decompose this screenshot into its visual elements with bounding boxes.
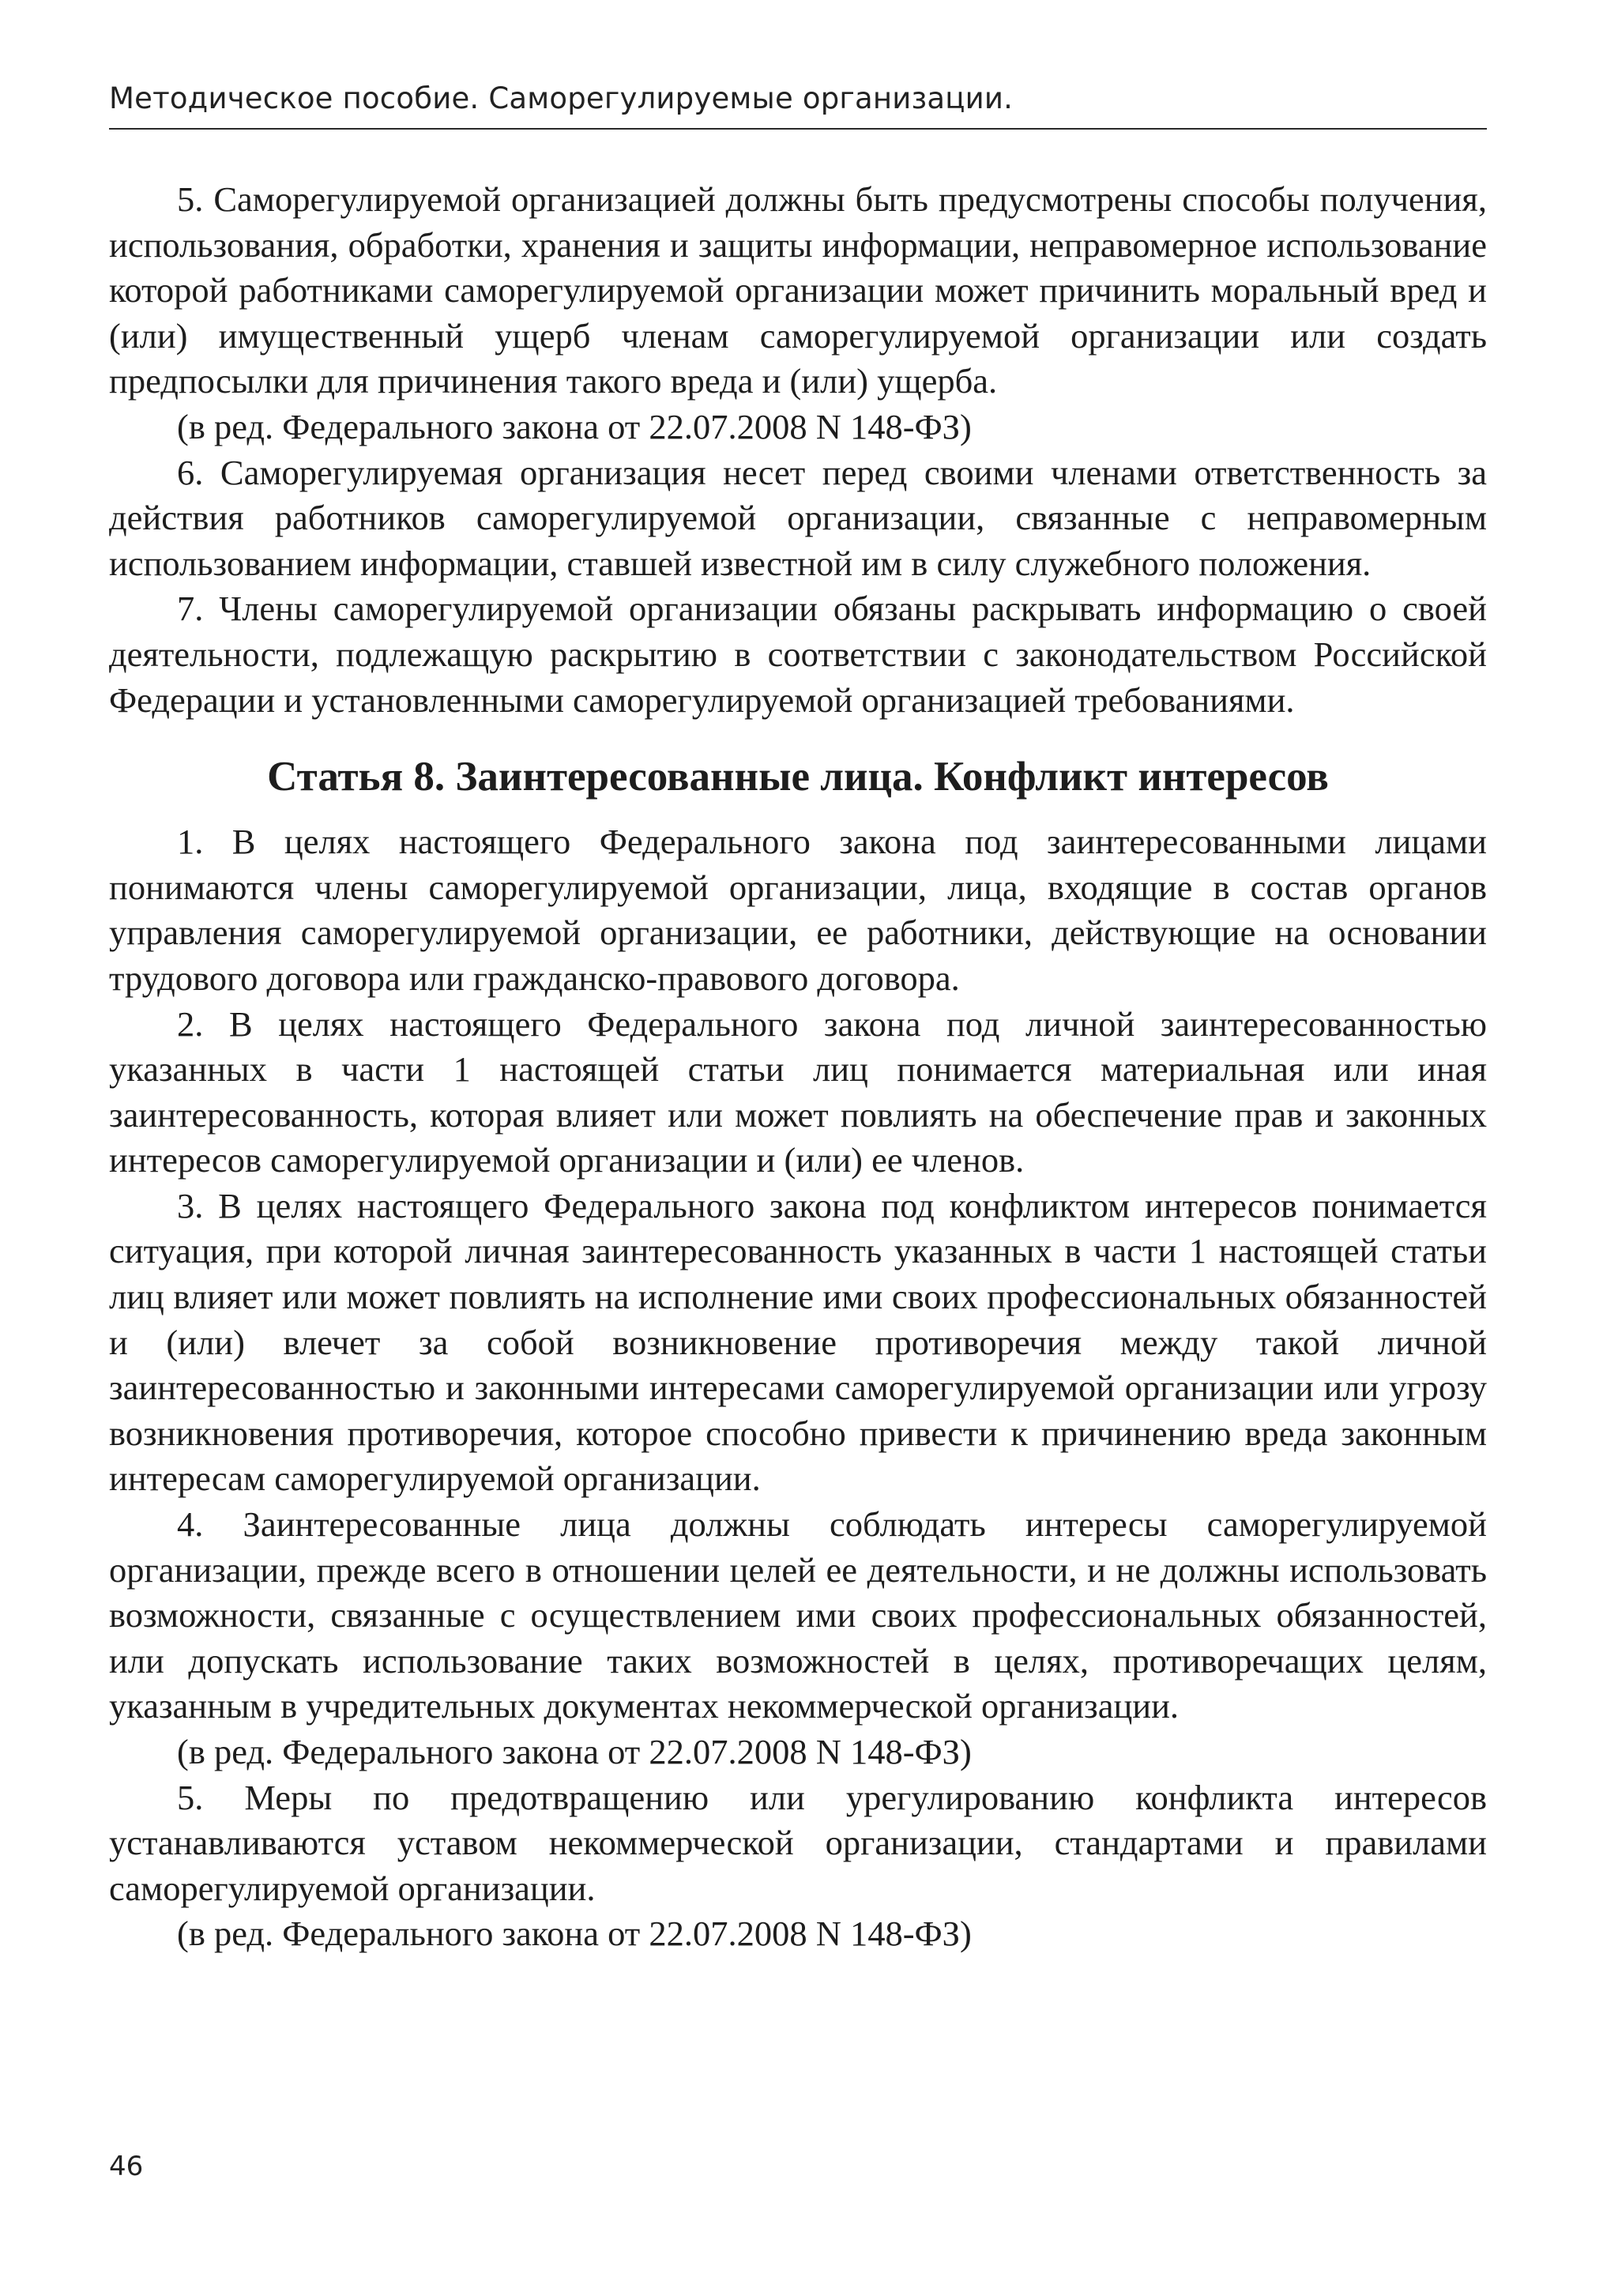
page-body [109,177,1487,1957]
page-number: 46 [109,2151,144,2182]
amendment-note: (в ред. Федерального закона от 22.07.2008 N 148-ФЗ) [177,1914,972,1954]
amendment-note: (в ред. Федерального закона от 22.07.2008 N 148-ФЗ) [177,406,972,446]
paragraph-6-liability: 6. Саморегулируемая организация несет перед своими членами ответственность за действия работников саморегулируемой организации, связанные с неправомерным использованием информации, ставшей известной им в силу служебного положения. [109,452,1487,583]
document-page [109,0,1487,2296]
article-8-paragraph-4: 4. Заинтересованные лица должны соблюдать интересы саморегулируемой организации, прежде всего в отношении целей ее деятельности, и не должны использовать возможности, связанные с осуществлением ими своих профессиональных обязанностей, или допускать использование таких возможностей в целях, противоречащих целям, указанным в учредительных документах некоммерческой организации. [109,1504,1487,1726]
article-8-heading: Статья 8. Заинтересованные лица. Конфликт интересов [267,754,1329,800]
article-8-paragraph-5: 5. Меры по предотвращению или урегулированию конфликта интересов устанавливаются уставом некоммерческой организации, стандартами и правилами саморегулируемой организации. [109,1777,1487,1908]
article-8-paragraph-1: 1. В целях настоящего Федерального закона под заинтересованными лицами понимаются члены саморегулируемой организации, лица, входящие в состав органов управления саморегулируемой организации, ее работники, действующие на основании трудового договора или гражданско-правового договора. [109,822,1487,998]
paragraph-7-disclosure: 7. Члены саморегулируемой организации обязаны раскрывать информацию о своей деятельности, подлежащую раскрытию в соответствии с законодательством Российской Федерации и установленными саморегулируемой организацией требованиями. [109,589,1487,720]
article-8-paragraph-2: 2. В целях настоящего Федерального закона под личной заинтересованностью указанных в части 1 настоящей статьи лиц понимается материальная или иная заинтересованность, которая влияет или может повлиять на обеспечение прав и законных интересов саморегулируемой организации и (или) ее членов. [109,1003,1487,1180]
running-header: Методическое пособие. Саморегулируемые организации. [109,81,1014,115]
article-8-paragraph-3: 3. В целях настоящего Федерального закона под конфликтом интересов понимается ситуация, при которой личная заинтересованность указанных в части 1 настоящей статьи лиц влияет или может повлиять на исполнение ими своих профессиональных обязанностей и (или) влечет за собой возникновение противоречия между такой личной заинтересованностью и законными интересами саморегулируемой организации или угрозу возникновения противоречия, которое способно привести к причинению вреда законным интересам саморегулируемой организации. [109,1185,1487,1499]
paragraph-5-info-protection: 5. Саморегулируемой организацией должны быть предусмотрены способы получения, использования, обработки, хранения и защиты информации, неправомерное использование которой работниками саморегулируемой организации может причинить моральный вред и (или) имущественный ущерб членам саморегулируемой организации или создать предпосылки для причинения такого вреда и (или) ущерба. [109,179,1487,401]
amendment-note: (в ред. Федерального закона от 22.07.2008 N 148-ФЗ) [177,1732,972,1771]
header-divider [109,128,1487,130]
